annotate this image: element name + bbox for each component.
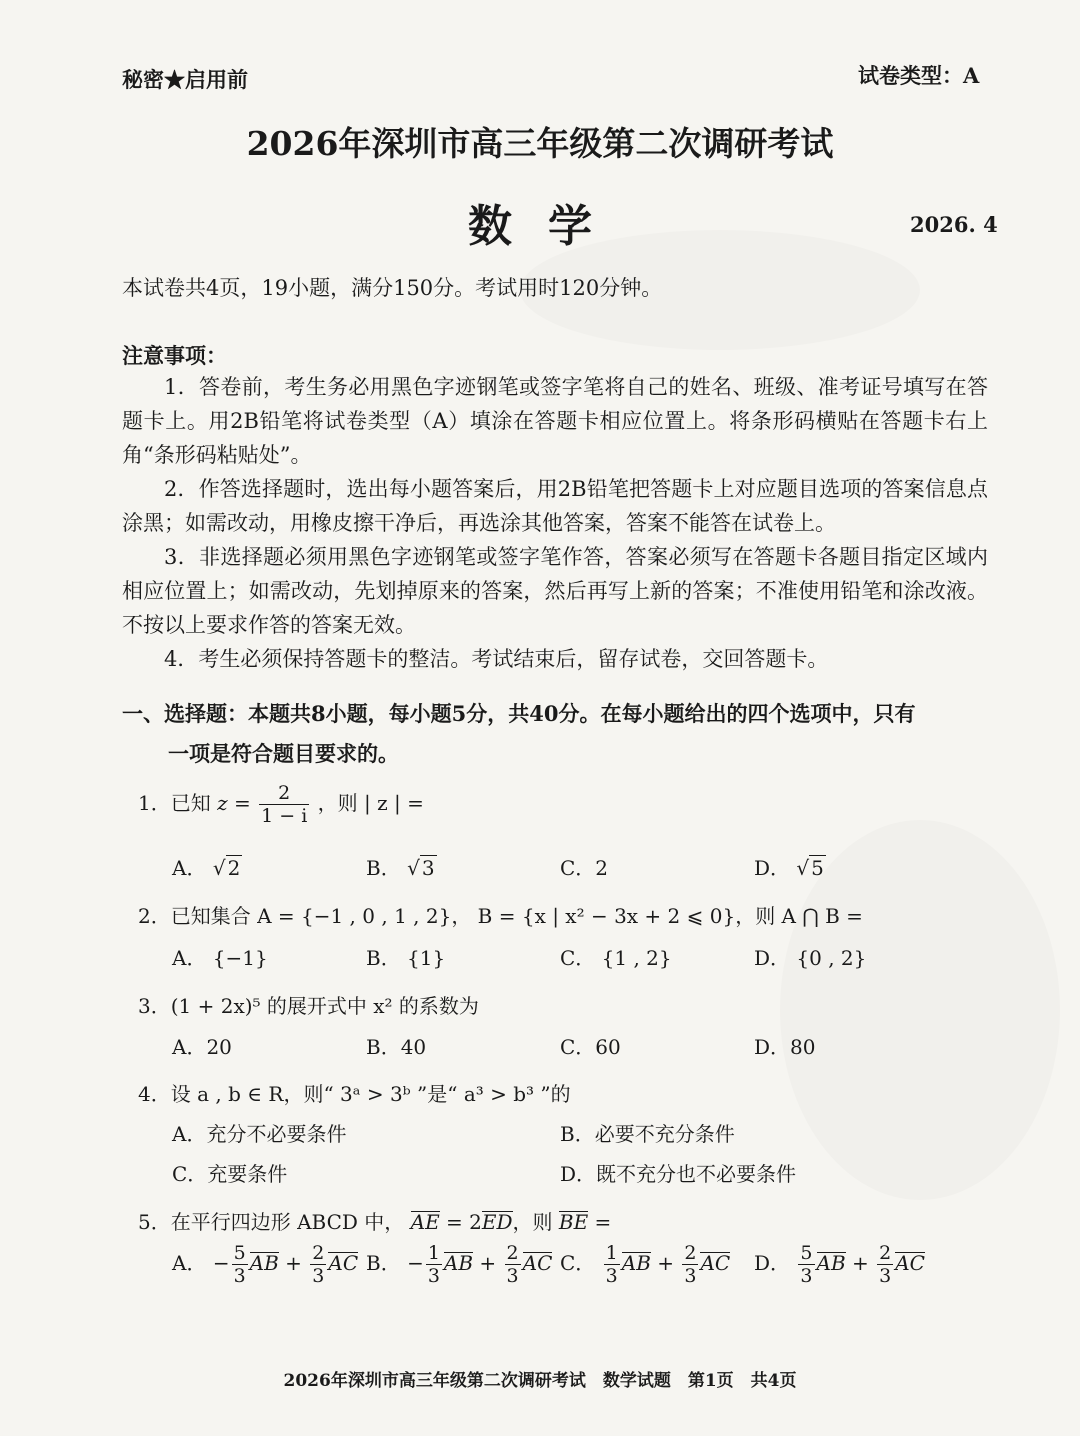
note-item: 4．考生必须保持答题卡的整洁。考试结束后，留存试卷，交回答题卡。 [164, 647, 829, 671]
note-item: 2．作答选择题时，选出每小题答案后，用2B铅笔把答题卡上对应题目选项的答案信息点涂黑；如需改动，用橡皮擦干净后，再选涂其他答案，答案不能答在试卷上。 [122, 477, 988, 535]
note-item: 1．答卷前，考生务必用黑色字迹钢笔或签字笔将自己的姓名、班级、准考证号填写在答题卡上。用2B铅笔将试卷类型（A）填涂在答题卡相应位置上。将条形码横贴在答题卡右上角“条形码粘贴处”。 [122, 375, 988, 467]
vector-ac: AC [328, 1251, 359, 1275]
notes-title: 注意事项： [122, 343, 227, 368]
math-expression: = [588, 1210, 612, 1234]
option-d [754, 852, 826, 881]
option-d [754, 1242, 925, 1287]
option-label: C． [560, 1251, 596, 1275]
option-d: D．既不充分也不必要条件 [560, 1162, 797, 1186]
option-b [366, 852, 437, 881]
option-label: D． [754, 856, 791, 880]
section-heading-line1: 一、选择题：本题共8小题，每小题5分，共40分。在每小题给出的四个选项中，只有 [122, 701, 916, 726]
fraction-numerator: 2 [879, 1242, 892, 1264]
fraction-denominator: 3 [427, 1265, 440, 1287]
option-label: B． [366, 856, 401, 880]
option-a [172, 1242, 358, 1287]
option-c: C．充要条件 [172, 1162, 288, 1186]
section-heading [122, 694, 988, 774]
option-b: B．必要不充分条件 [560, 1122, 735, 1146]
fraction [232, 1242, 248, 1287]
fraction-numerator: 2 [506, 1242, 519, 1264]
option-a [172, 852, 242, 881]
fraction [798, 1242, 814, 1287]
plus-sign: + [657, 1251, 675, 1275]
vector-ae: AE [410, 1210, 440, 1234]
fraction-denominator: 3 [684, 1265, 697, 1287]
fraction-denominator: 3 [506, 1265, 519, 1287]
plus-sign: + [852, 1251, 869, 1275]
vector-ab: AB [249, 1251, 279, 1275]
option-a: A．20 [172, 1035, 232, 1059]
fraction-numerator: 1 [605, 1242, 618, 1264]
fraction-numerator: 2 [312, 1242, 325, 1264]
fraction-denominator: 3 [312, 1265, 325, 1287]
vector-ac: AC [895, 1251, 925, 1275]
math-expression: = 2 [439, 1210, 482, 1234]
vector-ab: AB [443, 1251, 474, 1275]
fraction [604, 1242, 620, 1287]
option-c: C． {1 , 2} [560, 946, 672, 970]
question-3: 3．(1 + 2x)⁵ 的展开式中 x² 的系数为 [138, 994, 479, 1018]
math-expression: z = [217, 791, 251, 815]
question-number: 1． [138, 791, 171, 815]
question-2: 2．已知集合 A = {−1 , 0 , 1 , 2}， B = {x | x² − 3x + 2 ⩽ 0}，则 A ⋂ B = [138, 904, 863, 928]
question-4: 4．设 a , b ∈ R，则“ 3ᵃ > 3ᵇ ”是“ a³ > b³ ”的 [138, 1082, 571, 1106]
fraction [505, 1242, 521, 1287]
vector-be: BE [558, 1210, 589, 1234]
exam-intro: 本试卷共4页，19小题，满分150分。考试用时120分钟。 [122, 276, 663, 300]
fraction-denominator: 1 − i [261, 805, 308, 827]
fraction-denominator: 3 [879, 1265, 892, 1287]
vector-ac: AC [522, 1251, 553, 1275]
fraction-numerator: 1 [427, 1242, 440, 1264]
plus-sign: + [285, 1251, 302, 1275]
fraction [259, 782, 309, 827]
option-b: B．40 [366, 1035, 427, 1059]
radicand: 3 [421, 856, 435, 880]
radicand: 5 [811, 856, 824, 880]
exam-date: 2026. 4 [910, 212, 998, 237]
minus-sign: − [212, 1251, 230, 1275]
question-text: 5．在平行四边形 ABCD 中， [138, 1210, 405, 1234]
fraction-numerator: 2 [259, 782, 309, 805]
option-a: A． {−1} [172, 946, 268, 970]
option-label: A． [172, 1251, 207, 1275]
option-label: A． [172, 856, 207, 880]
subject-title: 数学 [468, 201, 628, 252]
radicand: 2 [227, 856, 241, 880]
question-1 [138, 782, 424, 827]
sqrt-expression: √ 3 [407, 856, 435, 880]
fraction-denominator: 3 [233, 1265, 246, 1287]
option-c [560, 1242, 730, 1287]
question-text: 已知 [170, 791, 211, 815]
vector-ab: AB [816, 1251, 846, 1275]
question-text: ，则 [512, 1210, 553, 1234]
option-c: C．2 [560, 856, 609, 880]
vector-ab: AB [621, 1251, 651, 1275]
fraction-numerator: 2 [684, 1242, 697, 1264]
confidential-label: 秘密★启用前 [122, 67, 248, 92]
option-label: D． [754, 1251, 791, 1275]
minus-sign: − [407, 1251, 424, 1275]
option-b: B． {1} [366, 946, 446, 970]
fraction-numerator: 5 [800, 1242, 813, 1264]
question-text: ，则 | z | = [317, 791, 424, 815]
option-c: C．60 [560, 1035, 621, 1059]
fraction [877, 1242, 893, 1287]
section-heading-line2: 一项是符合题目要求的。 [168, 741, 399, 766]
page-footer: 2026年深圳市高三年级第二次调研考试 数学试题 第1页 共4页 [283, 1371, 797, 1391]
fraction [682, 1242, 698, 1287]
vector-ac: AC [700, 1251, 731, 1275]
exam-title: 2026年深圳市高三年级第二次调研考试 [246, 124, 834, 163]
sqrt-expression: √ 5 [796, 856, 824, 880]
question-5 [138, 1206, 611, 1235]
option-d: D． {0 , 2} [754, 946, 867, 970]
note-item: 3．非选择题必须用黑色字迹钢笔或签字笔作答，答案必须写在答题卡各题目指定区域内相应位置上；如需改动，先划掉原来的答案，然后再写上新的答案；不准使用铅笔和涂改液。不按以上要求作答的答案无效。 [122, 545, 988, 637]
option-label: B． [366, 1251, 401, 1275]
fraction-denominator: 3 [800, 1265, 813, 1287]
fraction-numerator: 5 [233, 1242, 246, 1264]
paper-type-label: 试卷类型：A [858, 63, 980, 88]
plus-sign: + [479, 1251, 497, 1275]
sqrt-expression: √ 2 [212, 856, 241, 880]
vector-ed: ED [481, 1210, 513, 1234]
fraction [426, 1242, 442, 1287]
fraction-denominator: 3 [605, 1265, 618, 1287]
option-b [366, 1242, 552, 1287]
option-a: A．充分不必要条件 [172, 1122, 347, 1146]
fraction [310, 1242, 326, 1287]
option-d: D．80 [754, 1035, 816, 1059]
